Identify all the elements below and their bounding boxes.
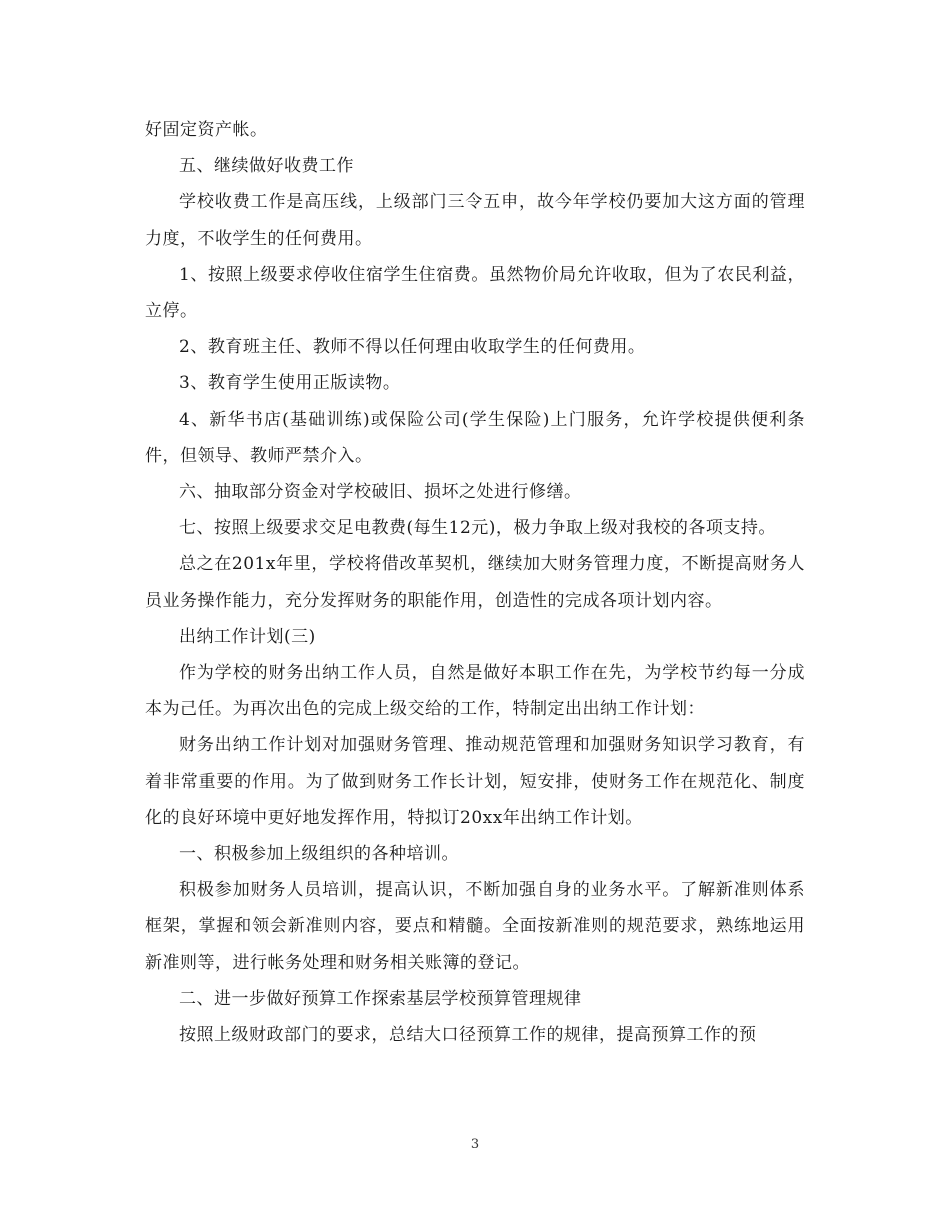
section-heading: 五、继续做好收费工作 bbox=[179, 156, 354, 177]
document-body bbox=[145, 112, 805, 1053]
page-number: 3 bbox=[470, 1137, 480, 1152]
paragraph: 学校收费工作是高压线，上级部门三令五申，故今年学校仍要加大这方面的管理力度，不收学生的任何费用。 bbox=[145, 192, 805, 249]
paragraph: 财务出纳工作计划对加强财务管理、推动规范管理和加强财务知识学习教育，有着非常重要的作用。为了做到财务工作长计划，短安排，使财务工作在规范化、制度化的良好环境中更好地发挥作用，特拟订20xx年出纳工作计划。 bbox=[145, 735, 805, 828]
list-item: 2、教育班主任、教师不得以任何理由收取学生的任何费用。 bbox=[179, 337, 646, 358]
paragraph: 按照上级财政部门的要求，总结大口径预算工作的规律，提高预算工作的预 bbox=[179, 1025, 757, 1046]
section-heading: 一、积极参加上级组织的各种培训。 bbox=[179, 844, 459, 865]
list-item: 3、教育学生使用正版读物。 bbox=[179, 373, 401, 394]
section-heading: 六、抽取部分资金对学校破旧、损坏之处进行修缮。 bbox=[179, 482, 582, 503]
section-heading: 七、按照上级要求交足电教费(每生12元)，极力争取上级对我校的各项支持。 bbox=[179, 518, 776, 539]
list-item: 1、按照上级要求停收住宿学生住宿费。虽然物价局允许收取，但为了农民利益，立停。 bbox=[145, 264, 805, 322]
paragraph: 积极参加财务人员培训，提高认识，不断加强自身的业务水平。了解新准则体系框架，掌握和领会新准则内容，要点和精髓。全面按新准则的规范要求，熟练地运用新准则等，进行帐务处理和财务相关账簿的登记。 bbox=[145, 880, 805, 973]
paragraph: 好固定资产帐。 bbox=[145, 120, 268, 140]
section-heading: 二、进一步做好预算工作探索基层学校预算管理规律 bbox=[179, 988, 582, 1009]
document-heading: 出纳工作计划(三) bbox=[179, 626, 316, 647]
paragraph: 作为学校的财务出纳工作人员，自然是做好本职工作在先，为学校节约每一分成本为己任。为再次出色的完成上级交给的工作，特制定出出纳工作计划： bbox=[145, 663, 805, 720]
list-item: 4、新华书店(基础训练)或保险公司(学生保险)上门服务，允许学校提供便利条件，但领导、教师严禁介入。 bbox=[145, 409, 805, 466]
paragraph: 总之在201x年里，学校将借改革契机，继续加大财务管理力度，不断提高财务人员业务操作能力，充分发挥财务的职能作用，创造性的完成各项计划内容。 bbox=[145, 554, 805, 611]
